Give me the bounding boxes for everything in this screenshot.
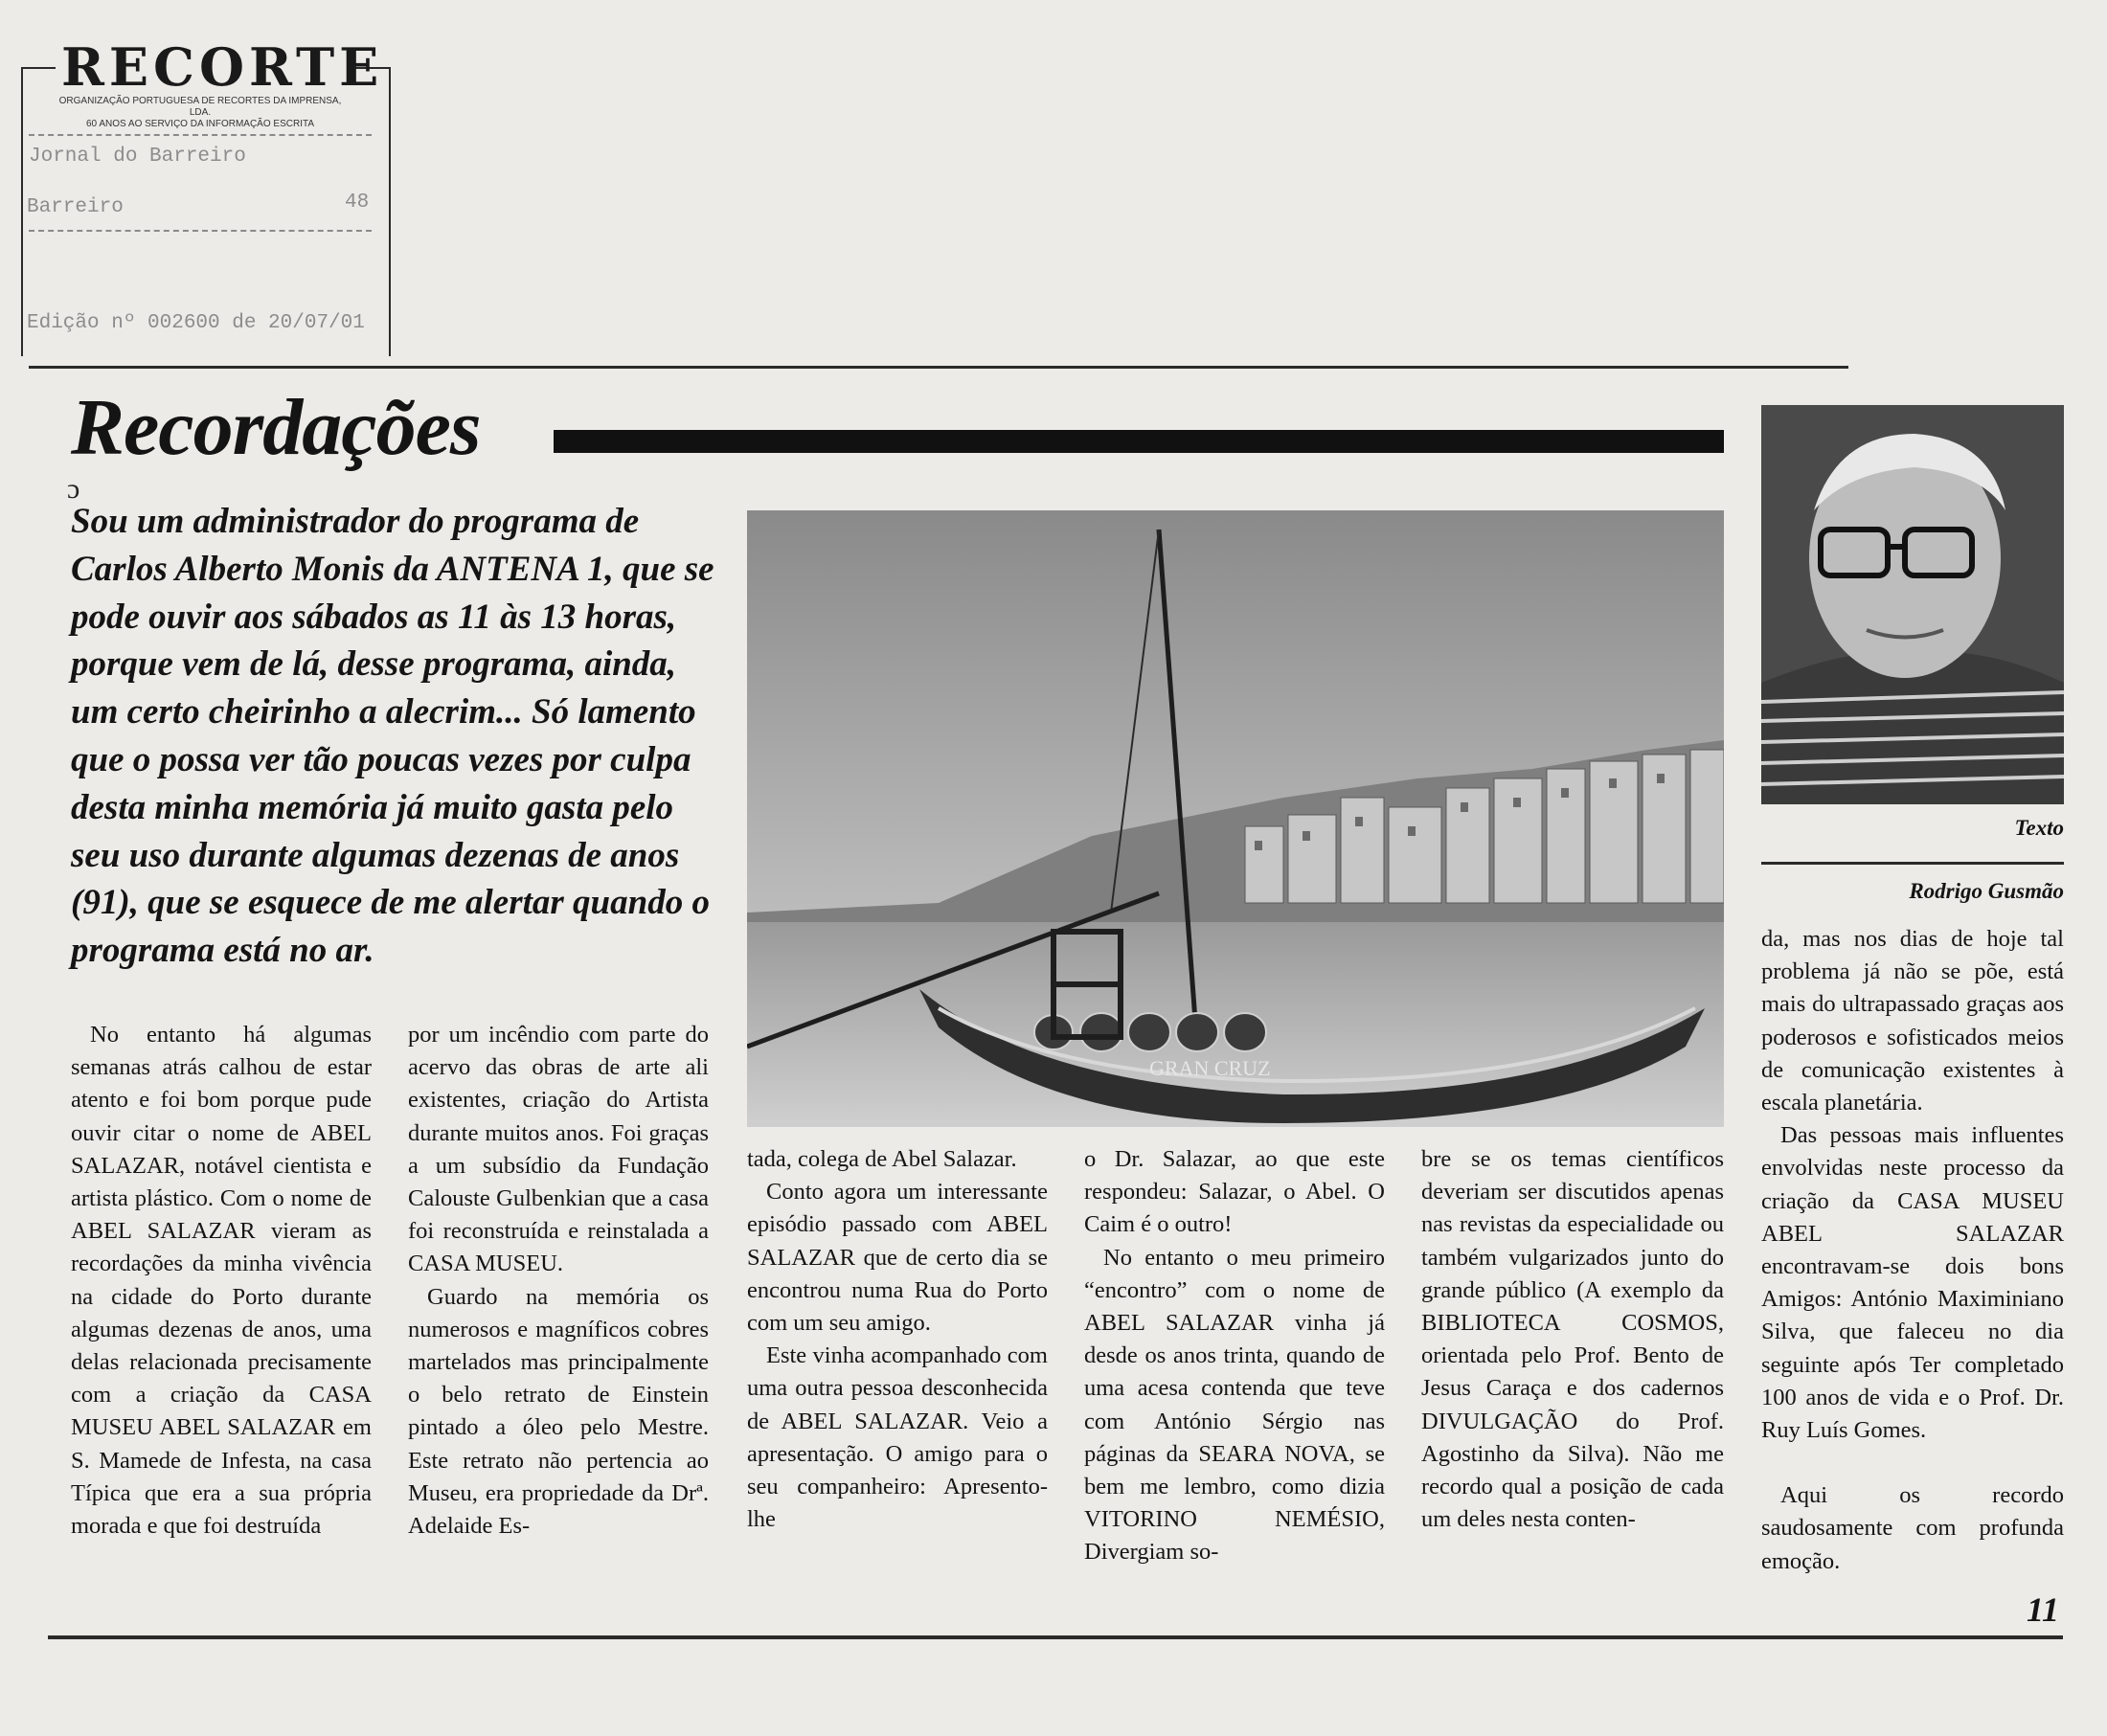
article-column-2 (408, 1019, 709, 1543)
paragraph: Este vinha acompanhado com uma outra pessoa desconhecida de ABEL SALAZAR. Veio a apresentação. O amigo para o seu companheiro: Apresento-lhe (747, 1342, 1048, 1533)
paragraph: Aqui os recordo saudosamente com profunda emoção. (1761, 1482, 2064, 1574)
stamp-publication: Jornal do Barreiro (29, 146, 246, 168)
article-column-4 (1084, 1143, 1385, 1569)
title-bar (554, 430, 1724, 453)
stamp-edition: Edição nº 002600 de 20/07/01 (27, 312, 365, 334)
article-column-5 (1421, 1143, 1724, 1536)
byline-label: Texto (2014, 816, 2064, 840)
recorte-logo: RECORTE (56, 36, 354, 98)
handwritten-mark: ɔ (67, 473, 80, 505)
stamp-location: Barreiro (27, 196, 124, 218)
paragraph: bre se os temas científicos deveriam ser discutidos apenas nas revistas da especialidade ou também vulgarizados junto do grande público (A exemplo da BIBLIOTECA COSMOS, orientada pelo Prof. Bento de Jesus Caraça e dos cadernos DIVULGAÇÃO do Prof. Agostinho da Silva). Não me recordo qual a posição de cada um deles nesta conten- (1421, 1146, 1724, 1533)
article-column-6 (1761, 923, 2064, 1578)
author-portrait (1761, 405, 2064, 804)
paragraph: Conto agora um interessante episódio passado com ABEL SALAZAR que de certo dia se encontrou numa Rua do Porto com um seu amigo. (747, 1179, 1048, 1337)
stamp-org-line1: ORGANIZAÇÃO PORTUGUESA DE RECORTES DA IMPRENSA, LDA. (58, 96, 342, 118)
paragraph: No entanto o meu primeiro “encontro” com o nome de ABEL SALAZAR vinha já desde os anos trinta, quando de uma acesa contenda que teve com António Sérgio nas páginas da SEARA NOVA, se bem me lembro, como dizia VITORINO NEMÉSIO, Divergiam so- (1084, 1244, 1385, 1566)
paragraph: por um incêndio com parte do acervo das obras de arte ali existentes, criação do Artista durante muitos anos. Foi graças a um subsídio da Fundação Calouste Gulbenkian que a casa foi reconstruída e reinstalada a CASA MUSEU. (408, 1022, 709, 1277)
article-column-3 (747, 1143, 1048, 1536)
paragraph: Guardo na memória os numerosos e magníficos cobres martelados mas principalmente o belo retrato de Einstein pintado a óleo pelo Mestre. Este retrato não pertencia ao Museu, era propriedade da Drª. Adelaide Es- (408, 1283, 709, 1540)
paragraph: o Dr. Salazar, ao que este respondeu: Salazar, o Abel. O Caim é o outro! (1084, 1146, 1385, 1238)
page-number: 11 (2026, 1590, 2059, 1629)
article-column-1 (71, 1019, 372, 1543)
paragraph: da, mas nos dias de hoje tal problema já não se põe, está mais do ultrapassado graças aos poderosos e sofisticados meios de comunicação existentes à escala planetária. (1761, 926, 2064, 1116)
paragraph: No entanto há algumas semanas atrás calhou de estar atento e foi bom porque pude ouvir citar o nome de ABEL SALAZAR, notável cientista e artista plástico. Com o nome de ABEL SALAZAR vieram as recordações da minha vivência na cidade do Porto durante algumas dezenas de anos, uma delas relacionada precisamente com a criação da CASA MUSEU ABEL SALAZAR em S. Mamede de Infesta, na casa Típica que era a sua própria morada e que foi destruída (71, 1022, 372, 1540)
boat-photo (747, 510, 1724, 1127)
author-name: Rodrigo Gusmão (1909, 879, 2064, 903)
boat-name: GRAN CRUZ (1149, 1056, 1271, 1080)
stamp-org-line2: 60 ANOS AO SERVIÇO DA INFORMAÇÃO ESCRITA (85, 119, 315, 129)
article-lead: Sou um administrador do programa de Carlos Alberto Monis da ANTENA 1, que se pode ouvir aos sábados as 11 às 13 horas, porque vem de lá, desse programa, ainda, um certo cheirinho a alecrim... Só lamento que o possa ver tão poucas vezes por culpa desta minha memória já muito gasta pelo seu uso durante algumas dezenas de anos (91), que se esquece de me alertar quando o programa está no ar. (71, 502, 714, 971)
paragraph: tada, colega de Abel Salazar. (747, 1146, 1017, 1172)
article-title: Recordações (71, 383, 481, 472)
byline-rule (1761, 862, 2064, 865)
stamp-organization (52, 96, 349, 130)
stamp-divider (29, 134, 372, 136)
stamp-divider (29, 230, 372, 232)
stamp-page-ref: 48 (345, 192, 370, 214)
paragraph: Das pessoas mais influentes envolvidas neste processo da criação da CASA MUSEU ABEL SALAZAR encontravam-se dois bons Amigos: António Maximiniano Silva, que faleceu no dia seguinte após Ter completado 100 anos de vida e o Prof. Dr. Ruy Luís Gomes. (1761, 1122, 2064, 1444)
bottom-rule (48, 1635, 2063, 1639)
top-rule (29, 366, 1848, 369)
